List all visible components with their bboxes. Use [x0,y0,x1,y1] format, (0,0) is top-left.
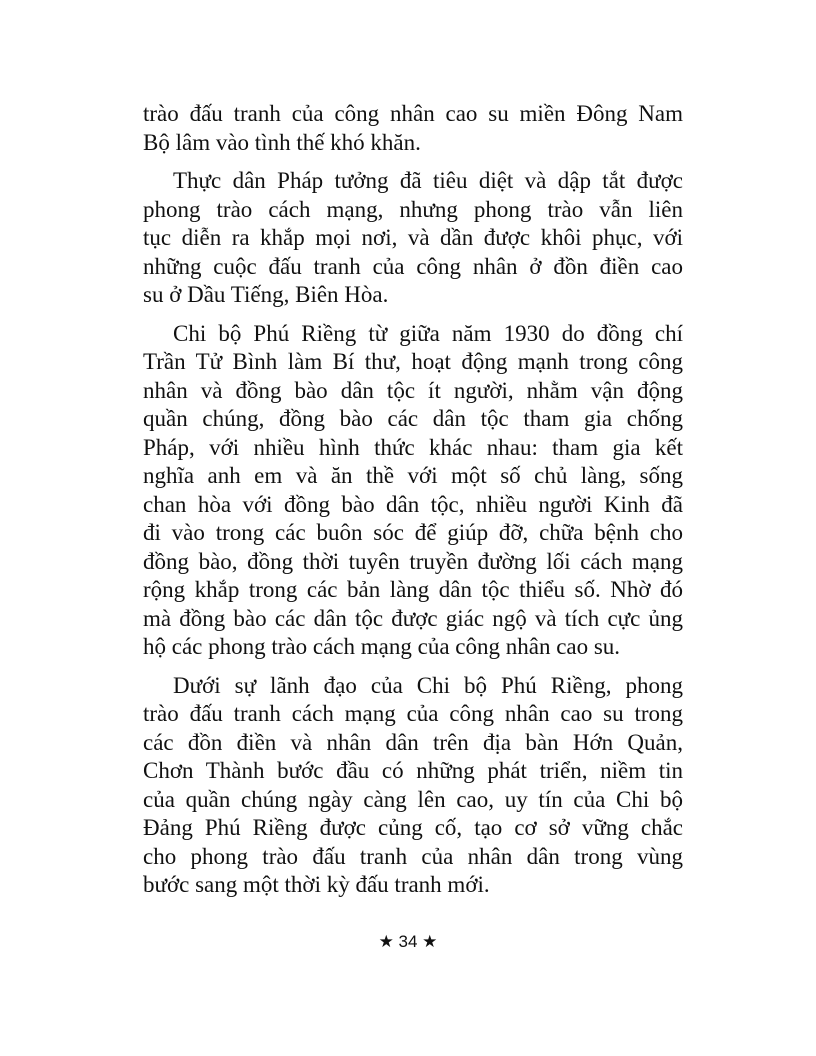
text-line: su ở Dầu Tiếng, Biên Hòa. [143,282,389,307]
text-line: mà đồng bào các dân tộc được giác ngộ và tích cực ủng [143,605,683,631]
paragraph [143,320,683,662]
text-line: Chơn Thành bước đầu có những phát triển, niềm tin [143,758,683,783]
paragraph [143,167,683,310]
text-line: chan hòa với đồng bào dân tộc, nhiều người Kinh đã [143,491,683,517]
text-line: bước sang một thời kỳ đấu tranh mới. [143,872,490,897]
text-line: Dưới sự lãnh đạo của Chi bộ Phú Riềng, phong [173,672,683,698]
text-line: trào đấu tranh cách mạng của công nhân cao su trong [143,701,683,726]
text-line: Trần Tử Bình làm Bí thư, hoạt động mạnh trong công [143,349,683,374]
paragraph [143,100,683,157]
text-line: phong trào cách mạng, nhưng phong trào vẫn liên [143,196,683,222]
text-line: trào đấu tranh của công nhân cao su miền Đông Nam [143,101,683,126]
paragraph [143,672,683,900]
page-body [143,100,683,910]
text-line: rộng khắp trong các bản làng dân tộc thiểu số. Nhờ đó [143,577,683,602]
text-line: những cuộc đấu tranh của công nhân ở đồn điền cao [143,253,683,279]
page-number: ★ 34 ★ [378,932,438,951]
text-line: cho phong trào đấu tranh của nhân dân trong vùng [143,843,683,869]
text-line: đi vào trong các buôn sóc để giúp đỡ, chữa bệnh cho [143,520,683,545]
text-line: Đảng Phú Riềng được củng cố, tạo cơ sở vững chắc [143,815,683,840]
text-line: Pháp, với nhiều hình thức khác nhau: tham gia kết [143,434,683,460]
text-line: của quần chúng ngày càng lên cao, uy tín của Chi bộ [143,786,683,812]
text-line: Chi bộ Phú Riềng từ giữa năm 1930 do đồng chí [173,320,683,346]
text-line: tục diễn ra khắp mọi nơi, và dần được khôi phục, với [143,225,683,250]
text-line: đồng bào, đồng thời tuyên truyền đường lối cách mạng [143,548,683,574]
text-line: nhân và đồng bào dân tộc ít người, nhằm vận động [143,377,683,403]
text-line: quần chúng, đồng bào các dân tộc tham gia chống [143,406,683,431]
text-line: Bộ lâm vào tình thế khó khăn. [143,129,421,155]
text-line: các đồn điền và nhân dân trên địa bàn Hớn Quản, [143,729,683,755]
text-line: nghĩa anh em và ăn thề với một số chủ làng, sống [143,463,683,488]
text-line: hộ các phong trào cách mạng của công nhân cao su. [143,634,621,659]
text-line: Thực dân Pháp tưởng đã tiêu diệt và dập tắt được [173,168,683,193]
